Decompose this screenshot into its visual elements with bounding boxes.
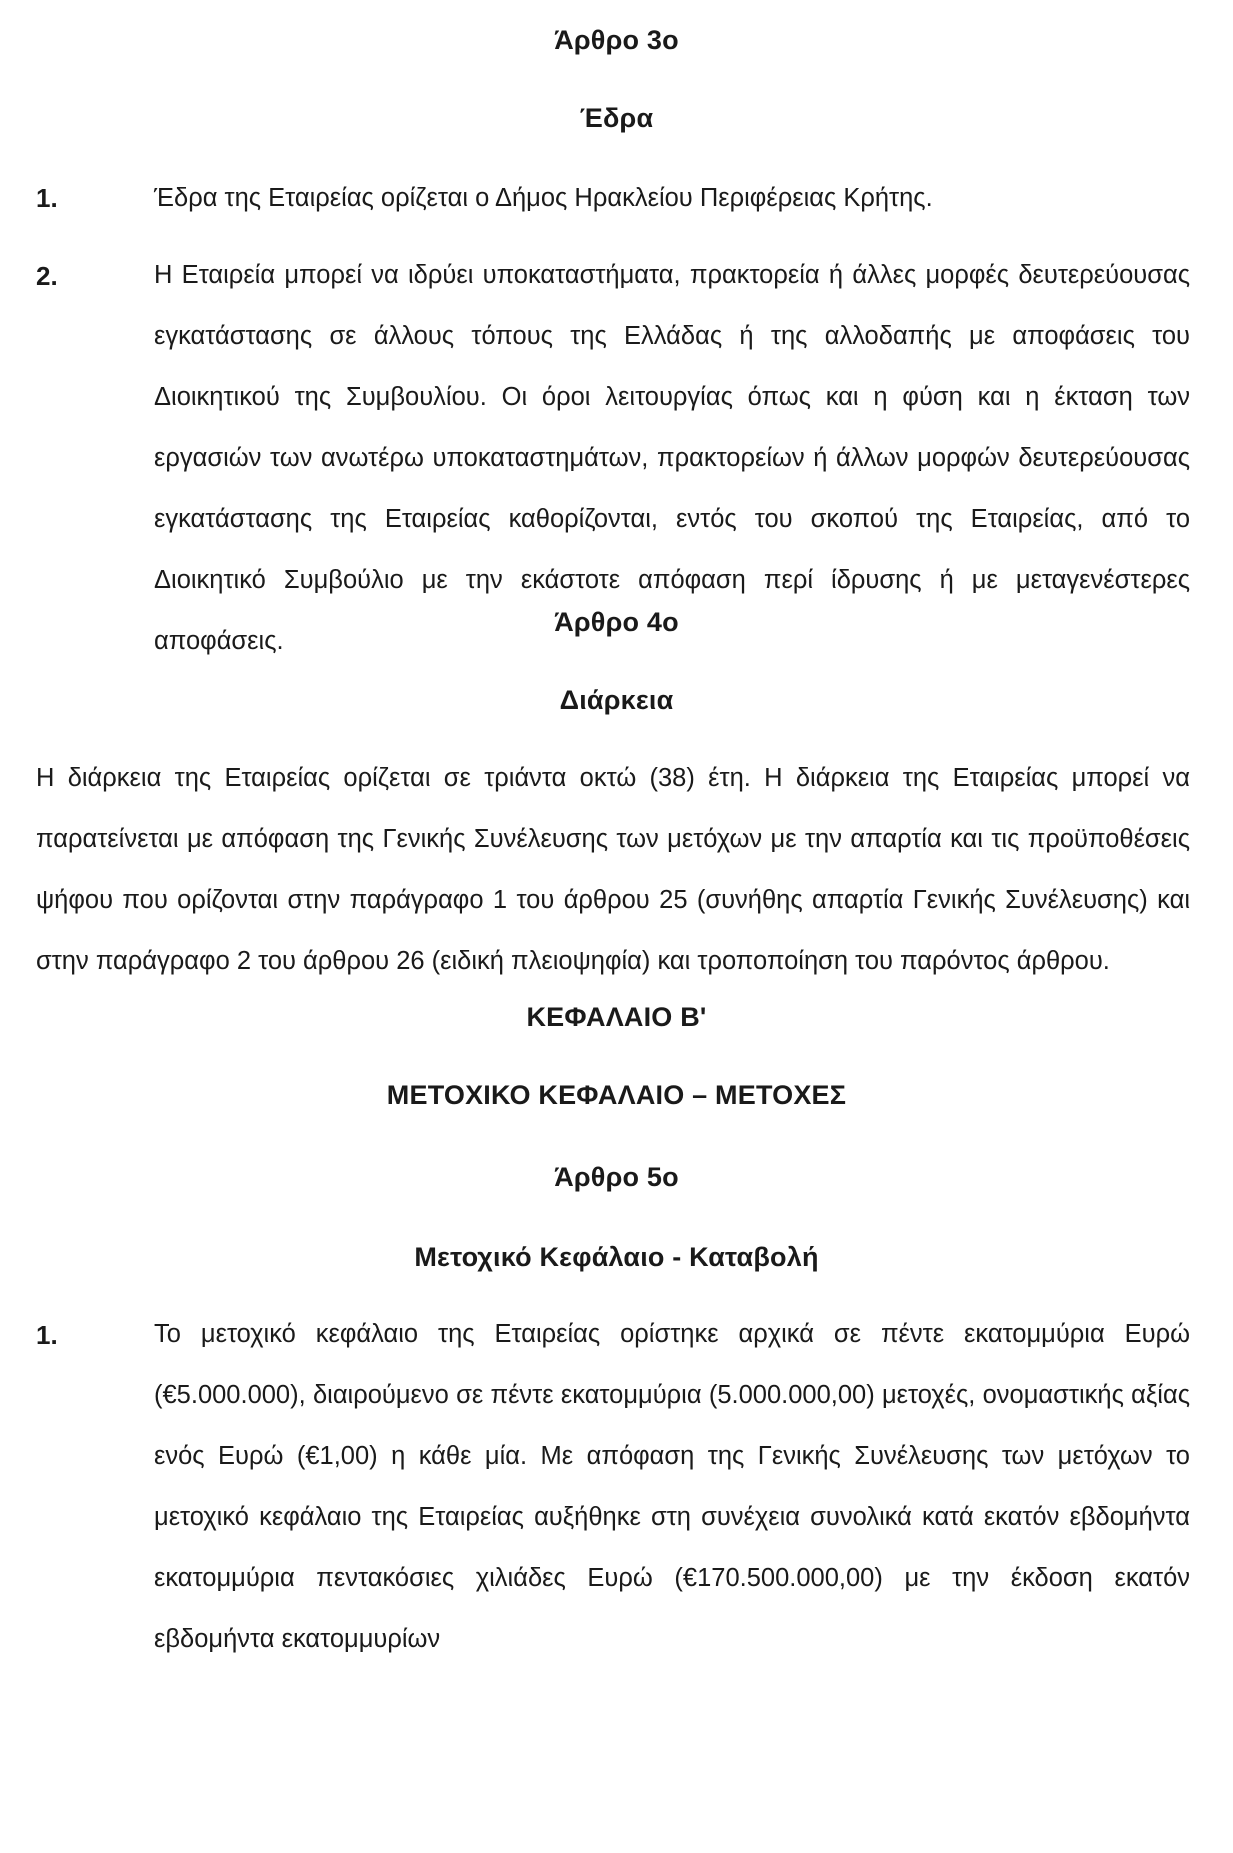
article-5-item-1-text: Το μετοχικό κεφάλαιο της Εταιρείας ορίστηκε αρχικά σε πέντε εκατομμύρια Ευρώ (€5.000.000), διαιρούμενο σε πέντε εκατομμύρια (5.000.000,00) μετοχές, ονομαστικής αξίας ενός Ευρώ (€1,00) η κάθε μία. Με απόφαση της Γενικής Συνέλευσης των μετόχων το μετοχικό κεφάλαιο της Εταιρείας αυξήθηκε στη συνέχεια συνολικά κατά εκατόν εβδομήντα εκατομμύρια πεντακόσιες χιλιάδες Ευρώ (€170.500.000,00) με την έκδοση εκατόν εβδομήντα εκατομμυρίων	[154, 1320, 1190, 1653]
chapter-title: ΜΕΤΟΧΙΚΟ ΚΕΦΑΛΑΙΟ – ΜΕΤΟΧΕΣ	[386, 1080, 847, 1110]
article-5-title: Μετοχικό Κεφάλαιο - Καταβολή	[414, 1242, 819, 1272]
article-3-item-2-number: 2.	[36, 261, 58, 291]
article-4-heading: Άρθρο 4ο	[554, 607, 679, 637]
article-3-item-1-text: Έδρα της Εταιρείας ορίζεται ο Δήμος Ηρακλείου Περιφέρειας Κρήτης.	[154, 184, 933, 212]
article-3-item-1-number: 1.	[36, 183, 58, 213]
article-5-item-1-number: 1.	[36, 1320, 58, 1350]
chapter-heading: ΚΕΦΑΛΑΙΟ Β'	[526, 1002, 707, 1032]
article-3-title: Έδρα	[579, 103, 654, 133]
article-4-title: Διάρκεια	[559, 685, 674, 715]
article-4-text: Η διάρκεια της Εταιρείας ορίζεται σε τριάντα οκτώ (38) έτη. Η διάρκεια της Εταιρείας μπορεί να παρατείνεται με απόφαση της Γενικής Συνέλευσης των μετόχων με την απαρτία και τις προϋποθέσεις ψήφου που ορίζονται στην παράγραφο 1 του άρθρου 25 (συνήθης απαρτία Γενικής Συνέλευσης) και στην παράγραφο 2 του άρθρου 26 (ειδική πλειοψηφία) και τροποποίηση του παρόντος άρθρου.	[36, 764, 1190, 975]
article-3-item-2-text: Η Εταιρεία μπορεί να ιδρύει υποκαταστήματα, πρακτορεία ή άλλες μορφές δευτερεύουσας εγκατάστασης σε άλλους τόπους της Ελλάδας ή της αλλοδαπής με αποφάσεις του Διοικητικού της Συμβουλίου. Οι όροι λειτουργίας όπως και η φύση και η έκταση των εργασιών των ανωτέρω υποκαταστημάτων, πρακτορείων ή άλλων μορφών δευτερεύουσας εγκατάστασης της Εταιρείας καθορίζονται, εντός του σκοπού της Εταιρείας, από το Διοικητικό Συμβούλιο με την εκάστοτε απόφαση περί ίδρυσης ή με μεταγενέστερες αποφάσεις.	[154, 261, 1190, 655]
article-3-heading: Άρθρο 3ο	[554, 25, 679, 55]
article-5-heading: Άρθρο 5ο	[554, 1162, 679, 1192]
